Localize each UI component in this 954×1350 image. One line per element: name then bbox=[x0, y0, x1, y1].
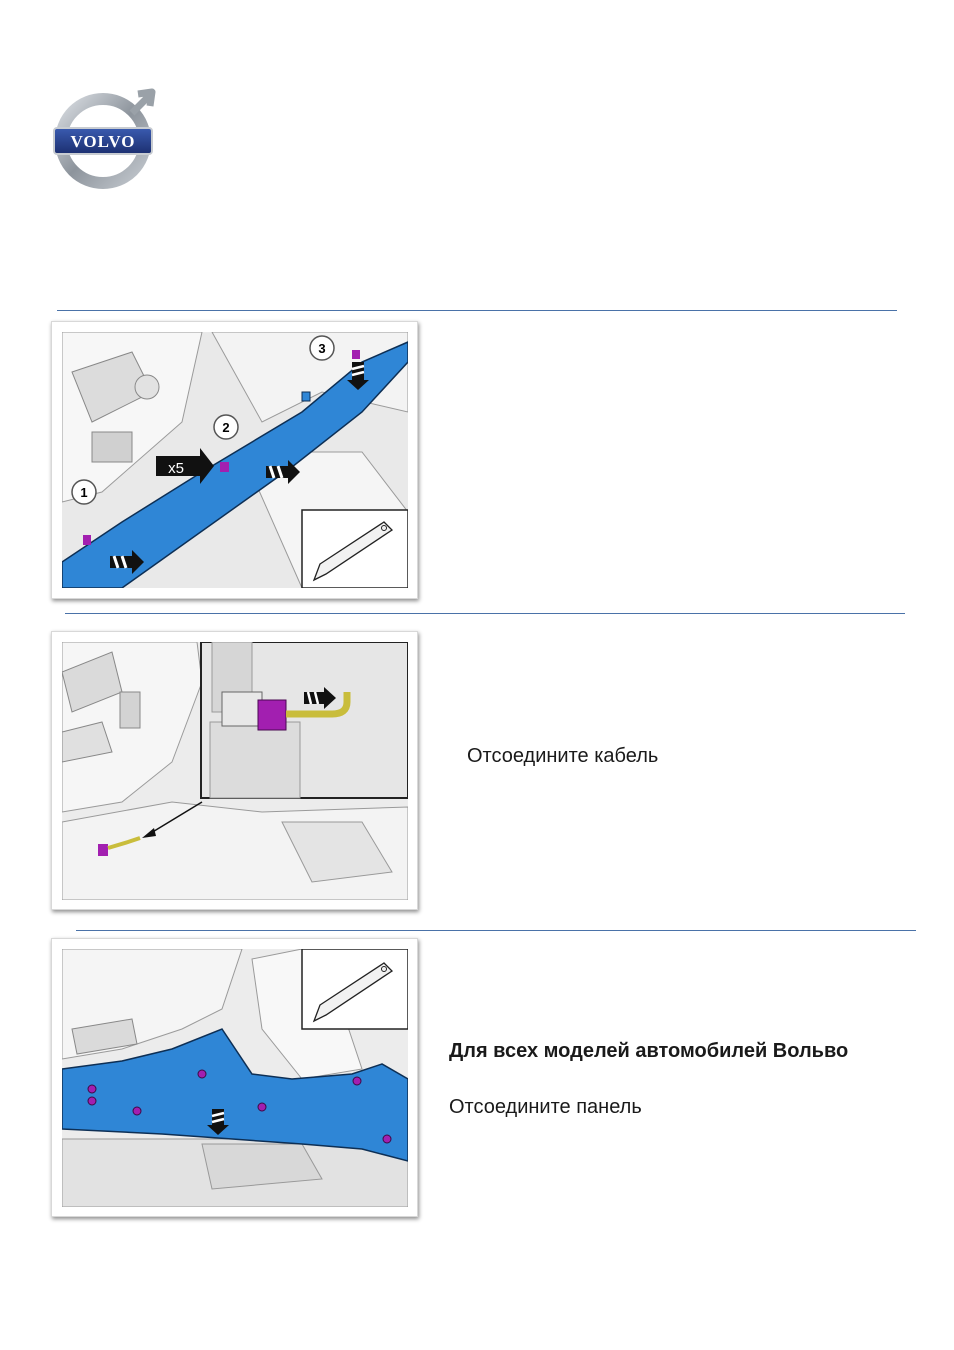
callout-2: 2 bbox=[222, 420, 230, 435]
step3-illustration bbox=[51, 938, 418, 1217]
volvo-logo bbox=[50, 86, 160, 196]
trim-tool-inset bbox=[302, 510, 408, 588]
trim-tool-inset bbox=[302, 949, 408, 1029]
clip-count-label: x5 bbox=[168, 460, 184, 477]
step3-heading: Для всех моделей автомобилей Вольво bbox=[449, 1040, 849, 1062]
step3-instruction: Отсоедините панель bbox=[449, 1096, 642, 1118]
divider-1 bbox=[65, 613, 905, 614]
callout-1: 1 bbox=[80, 485, 88, 500]
connector-detail-inset bbox=[201, 642, 408, 798]
logo-wordmark: VOLVO bbox=[70, 132, 136, 151]
step2-illustration bbox=[51, 631, 418, 910]
top-divider bbox=[57, 310, 897, 311]
step1-illustration bbox=[51, 321, 418, 599]
step2-instruction: Отсоедините кабель bbox=[467, 745, 659, 767]
callout-3: 3 bbox=[318, 341, 326, 356]
divider-2 bbox=[76, 930, 916, 931]
